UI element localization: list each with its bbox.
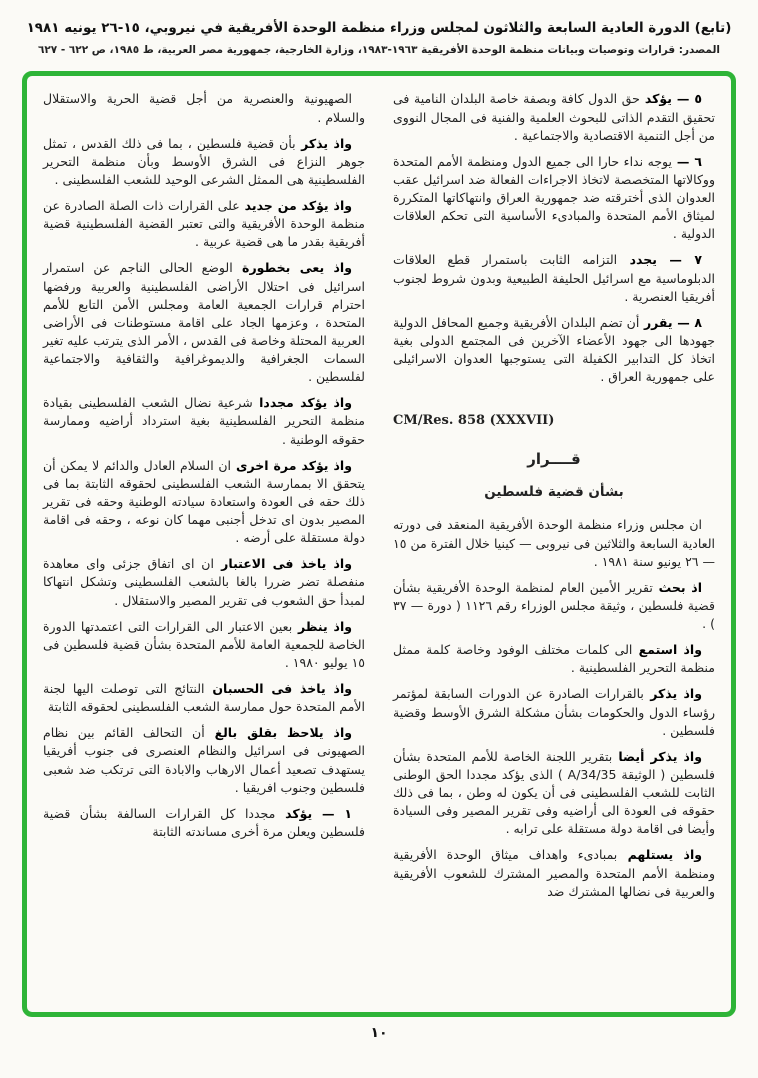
column-left	[43, 90, 365, 998]
resolution-subject: بشأن قضية فلسطين	[484, 483, 624, 500]
paragraph-lead: واذ يذكر	[643, 686, 702, 702]
paragraph: واذ ياخذ فى الحسبان النتائج التى توصلت اليها لجنة الأمم المتحدة حول ممارسة الشعب الفلسطينى لحقوقه الثابتة	[43, 681, 365, 715]
paragraph: ١ — يؤكد مجددا كل القرارات السالفة بشأن قضية فلسطين ويعلن مرة أخرى مساندته الثابتة	[43, 805, 365, 839]
paragraph: ٥ — يؤكد حق الدول كافة وبصفة خاصة البلدان النامية فى تحقيق التقدم الذاتى للبحوث العلمية والفنية فى المجال النووى من أجل التنمية الاقتصادية والاجتماعية .	[393, 91, 715, 143]
paragraph: واذ يؤكد من جديد على القرارات ذات الصلة الصادرة عن منظمة الوحدة الأفريقية والتى تعتبر القضية الفلسطينية قضية أفريقية بقدر ما هى قضية عربية .	[43, 198, 365, 250]
paragraph: ٧ — يجدد التزامه الثابت باستمرار قطع العلاقات الدبلوماسية مع اسرائيل الحليفة الطبيعية وبدون شروط لجنوب أفريقيا العنصرية .	[393, 252, 715, 304]
paragraph: واذ يذكر أيضا بتقرير اللجنة الخاصة للأمم المتحدة بشأن فلسطين ( الوثيقة A/34/35 ) الذى يؤكد مجددا الحق الوطنى الثابت للشعب الفلسطينى فى أن يكون له وطن ، بما فى ذلك حقوقه فى العودة الى أراضيه وفى تقرير المصير وفى السيادة وأيضا فى اقامة دولة مستقلة على ترابه .	[393, 748, 715, 837]
paragraph: واذ يذكر بالقرارات الصادرة عن الدورات السابقة لمؤتمر رؤساء الدول والحكومات بشأن مشكلة الشرق الأوسط وقضية فلسطين .	[393, 686, 715, 738]
paragraph-lead: واذ يؤكد من جديد	[239, 198, 353, 214]
resolution-heading: قــــرار	[527, 450, 581, 469]
paragraph-lead: ١ — يؤكد	[275, 805, 353, 821]
paragraph-lead: واذ يذكر أيضا	[612, 748, 702, 764]
paragraph-lead: واذ يعى بخطورة	[232, 260, 352, 276]
paragraph: اذ بحث تقرير الأمين العام لمنظمة الوحدة الأفريقية بشأن قضية فلسطين ، وثيقة مجلس الوزراء رقم ١١٢٦ ( دورة — ٣٧ ) .	[393, 579, 715, 632]
header-title: (تابع) الدورة العادية السابعة والثلاثون لمجلس وزراء منظمة الوحدة الأفريقية في نيروبي، ١٥-٢٦ يونيه ١٩٨١	[26, 20, 732, 36]
column-right	[393, 90, 715, 998]
paragraph-lead: واذ ياخذ فى الحسبان	[204, 681, 352, 697]
paragraph-lead: واذ يلاحظ بقلق بالغ	[204, 725, 352, 741]
paragraph: واذ يستلهم بمبادىء واهداف ميثاق الوحدة الأفريقية ومنظمة الأمم المتحدة والمصير المشترك للشعوب الأفريقية والعربية فى نضالها المشترك ضد	[393, 847, 715, 899]
paragraph: واذ استمع الى كلمات مختلف الوفود وخاصة كلمة ممثل منظمة التحرير الفلسطينية .	[393, 642, 715, 676]
paragraph-lead: واذ استمع	[632, 642, 702, 658]
content-frame	[22, 71, 736, 1017]
paragraph-lead: واذ يؤكد مجددا	[252, 395, 352, 411]
paragraph: واذ يؤكد مرة اخرى ان السلام العادل والدائم لا يمكن أن يتحقق الا بممارسة الشعب الفلسطينى لحقوقه الثابتة بما فى ذلك حقه فى العودة واستعادة سيادته الوطنية وحقه فى تقرير المصير بدون اى تدخل أجنبى مهما كان نوعه ، وحقه فى اقامة دولة مستقلة على أرضه .	[43, 457, 365, 546]
paragraph: واذ ينظر بعين الاعتبار الى القرارات التى اعتمدتها الدورة الخاصة للجمعية العامة للأمم المتحدة بشأن قضية فلسطين فى ١٥ يوليو ١٩٨٠ .	[43, 618, 365, 670]
page-number: ١٠	[370, 1025, 388, 1042]
paragraph: الصهيونية والعنصرية من أجل قضية الحرية والاستقلال والسلام .	[43, 91, 365, 125]
paragraph-lead: ٧ — يجدد	[617, 252, 702, 268]
paragraph: ان مجلس وزراء منظمة الوحدة الأفريقية المنعقد فى دورته العادية السابعة والثلاثين فى نيروبى — كينيا خلال الفترة من ١٥ — ٢٦ يونيو سنة ١٩٨١ .	[393, 517, 715, 569]
paragraph: واذ يلاحظ بقلق بالغ أن التحالف القائم بين نظام الصهيونى فى اسرائيل والنظام العنصرى فى جنوب أفريقيا يستهدف تصعيد أعمال الارهاب والابادة التى ترتكب ضد شعبى فلسطين وجنوب افريقيا .	[43, 725, 365, 795]
paragraph-lead: واذ ينظر	[292, 618, 352, 634]
resolution-reference: CM/Res. 858 (XXXVII)	[393, 413, 555, 429]
paragraph: ٦ — يوجه نداء حارا الى جميع الدول ومنظمة الأمم المتحدة ووكالاتها المتخصصة لاتخاذ الاجراءات الفعالة ضد اسرائيل عقب العدوان الذى أخترقته ضد جمهورية العراق وانتهاكاتها المتكررة لميثاق الأمم المتحدة والمبادىء الأساسية التى تحكم العلاقات الدولية .	[393, 153, 715, 242]
paragraph-lead: ٦ —	[672, 153, 702, 169]
two-column-layout	[43, 90, 715, 998]
paragraph-lead: اذ بحث	[652, 579, 703, 595]
paragraph-lead: واذ يذكر	[295, 135, 353, 151]
paragraph-lead: واذ ياخذ فى الاعتبار	[213, 556, 352, 572]
paragraph: ٨ — يقرر أن تضم البلدان الأفريقية وجميع المحافل الدولية جهودها الى جهود الأعضاء الآخرين فى المجتمع الدولى بغية اتخاذ كل التدابير الكفيلة التى يستوجبها العدوان الاسرائيلى على جمهورية العراق .	[393, 314, 715, 385]
paragraph: واذ يعى بخطورة الوضع الحالى الناجم عن استمرار اسرائيل فى احتلال الأراضى الفلسطينية والعربية ورفضها احترام قرارات الجمعية العامة ومجلس الأمن التابع للأمم المتحدة ، وعزمها الجاد على اقامة مستوطنات فى الأراضى العربية المحتلة وخاصة فى القدس ، الأمر الذى يترتب عليه تغير السمات الجغرافية والديموغرافية والثقافية والاجتماعية لفلسطين .	[43, 260, 365, 385]
paragraph: واذ ياخذ فى الاعتبار ان اى اتفاق جزئى واى معاهدة منفصلة تضر ضررا بالغا بالشعب الفلسطينى وتشكل انتهاكا لمبدأ حق الشعوب فى تقرير المصير والاستقلال .	[43, 556, 365, 608]
paragraph: واذ يذكر بأن قضية فلسطين ، بما فى ذلك القدس ، تمثل جوهر النزاع فى الشرق الأوسط وبأن منظمة التحرير الفلسطينية هى الممثل الشرعى الوحيد للشعب الفلسطينى .	[43, 135, 365, 187]
header-source: المصدر: قرارات وتوصيات وبيانات منظمة الوحدة الأفريقية ١٩٦٣-١٩٨٣، وزارة الخارجية، جمهورية مصر العربية، ط ١٩٨٥، ص ٦٢٢ - ٦٢٧	[37, 43, 720, 56]
paragraph-lead: واذ يؤكد مرة اخرى	[230, 457, 352, 473]
document-header	[20, 18, 738, 59]
paragraph-lead: ٨ — يقرر	[639, 314, 702, 330]
paragraph-lead: ٥ — يؤكد	[639, 91, 702, 107]
paragraph: واذ يؤكد مجددا شرعية نضال الشعب الفلسطينى بقيادة منظمة التحرير الفلسطينية بغية استرداد أراضيه وممارسة حقوقه الوطنية .	[43, 395, 365, 447]
paragraph-lead: واذ يستلهم	[617, 847, 702, 863]
